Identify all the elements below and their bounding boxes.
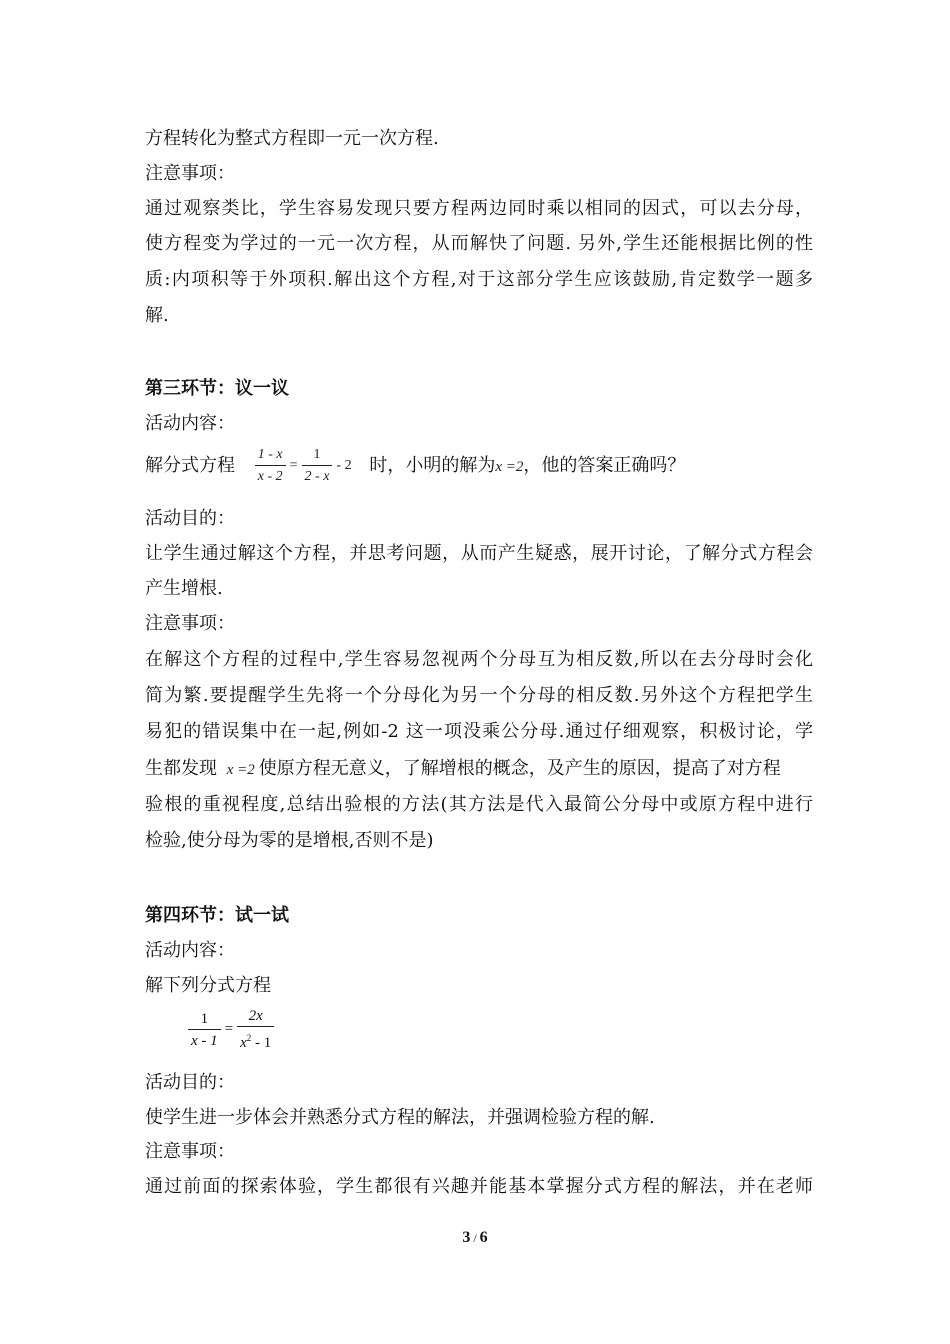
- text-line: 验根的重视程度,总结出验根的方法(其方法是代入最简公分母中或原方程中进行: [145, 794, 813, 815]
- text-line: 使学生进一步体会并熟悉分式方程的解法，并强调检验方程的解.: [145, 1107, 655, 1128]
- text-line: 通过前面的探索体验，学生都很有兴趣并能基本掌握分式方程的解法，并在老师: [145, 1176, 813, 1197]
- text-line: 检验,使分母为零的是增根,否则不是): [145, 830, 434, 851]
- section-heading: 第四环节：试一试: [145, 905, 289, 926]
- fraction-denominator: x - 1: [191, 1032, 218, 1049]
- section-heading: 第三环节：议一议: [145, 378, 289, 399]
- fraction-denominator: [237, 1027, 274, 1051]
- text-line: 易犯的错误集中在一起,例如-2 这一项没乘公分母.通过仔细观察，积极讨论，学: [145, 721, 813, 742]
- text-line: 简为繁.要提醒学生先将一个分母化为另一个分母的相反数.另外这个方程把学生: [145, 685, 813, 706]
- fraction-numerator: 1: [302, 447, 333, 466]
- equation-mid: 时，小明的解为: [369, 455, 496, 476]
- content-label: 活动内容：: [145, 413, 235, 434]
- fraction-rhs: [302, 447, 333, 485]
- text-line: 通过观察类比，学生容易发现只要方程两边同时乘以相同的因式，可以去分母，: [145, 198, 813, 219]
- den-exponent: 2: [246, 1033, 252, 1043]
- page-separator: /: [473, 1231, 477, 1245]
- content-label: 活动内容：: [145, 940, 235, 961]
- fraction-lhs: [255, 447, 286, 485]
- task-text: 解下列分式方程: [145, 975, 271, 996]
- den-tail: - 1: [255, 1035, 272, 1051]
- inline-math: x =2: [226, 762, 255, 778]
- purpose-label: 活动目的：: [145, 508, 235, 529]
- fraction-lhs: [188, 1011, 221, 1049]
- page-number: [0, 1229, 950, 1247]
- equation-prefix: 解分式方程: [145, 455, 235, 476]
- text-line: 在解这个方程的过程中,学生容易忽视两个分母互为相反数,所以在去分母时会化: [145, 649, 813, 670]
- text-line: 方程转化为整式方程即一元一次方程.: [145, 128, 439, 149]
- text-line: 产生增根.: [145, 578, 223, 599]
- fraction-rhs: [237, 1008, 274, 1051]
- fraction-numerator: 1: [188, 1011, 221, 1030]
- fraction-numerator: 2x: [237, 1008, 274, 1027]
- notes-label: 注意事项：: [145, 613, 235, 634]
- purpose-label: 活动目的：: [145, 1072, 235, 1093]
- fraction-denominator: 2 - x: [304, 468, 330, 484]
- fraction-denominator: x - 2: [257, 468, 283, 484]
- current-page: 3: [462, 1229, 471, 1246]
- equation-formula: $\frac{1}{x - 1}$ = $\frac{2x}{x^2 - 1}$: [186, 1008, 276, 1051]
- equation-formula: $\frac{1 - x}{x - 2}$ = $\frac{1}{2 - x}$ - 2: [253, 444, 354, 488]
- text-line: [145, 757, 813, 782]
- text-line: 质:内项积等于外项积.解出这个方程,对于这部分学生应该鼓励,肯定数学一题多: [145, 269, 813, 290]
- equation-line: [145, 444, 813, 488]
- equation-tail: - 2: [336, 458, 352, 473]
- den-base: x: [240, 1035, 247, 1051]
- text-line: 让学生通过解这个方程，并思考问题，从而产生疑惑，展开讨论，了解分式方程会: [145, 543, 813, 564]
- notes-label: 注意事项：: [145, 163, 235, 184]
- text-segment: 生都发现: [145, 758, 217, 779]
- solution-value: x =2: [495, 459, 524, 475]
- notes-label: 注意事项：: [145, 1141, 235, 1162]
- fraction-numerator: 1 - x: [255, 447, 286, 466]
- equation-suffix: ，他的答案正确吗？: [523, 455, 686, 476]
- text-line: 解.: [145, 305, 169, 326]
- text-segment: 使原方程无意义，了解增根的概念，及产生的原因，提高了对方程: [258, 758, 781, 779]
- total-pages: 6: [479, 1229, 488, 1246]
- text-line: 使方程变为学过的一元一次方程，从而解快了问题. 另外,学生还能根据比例的性: [145, 233, 813, 254]
